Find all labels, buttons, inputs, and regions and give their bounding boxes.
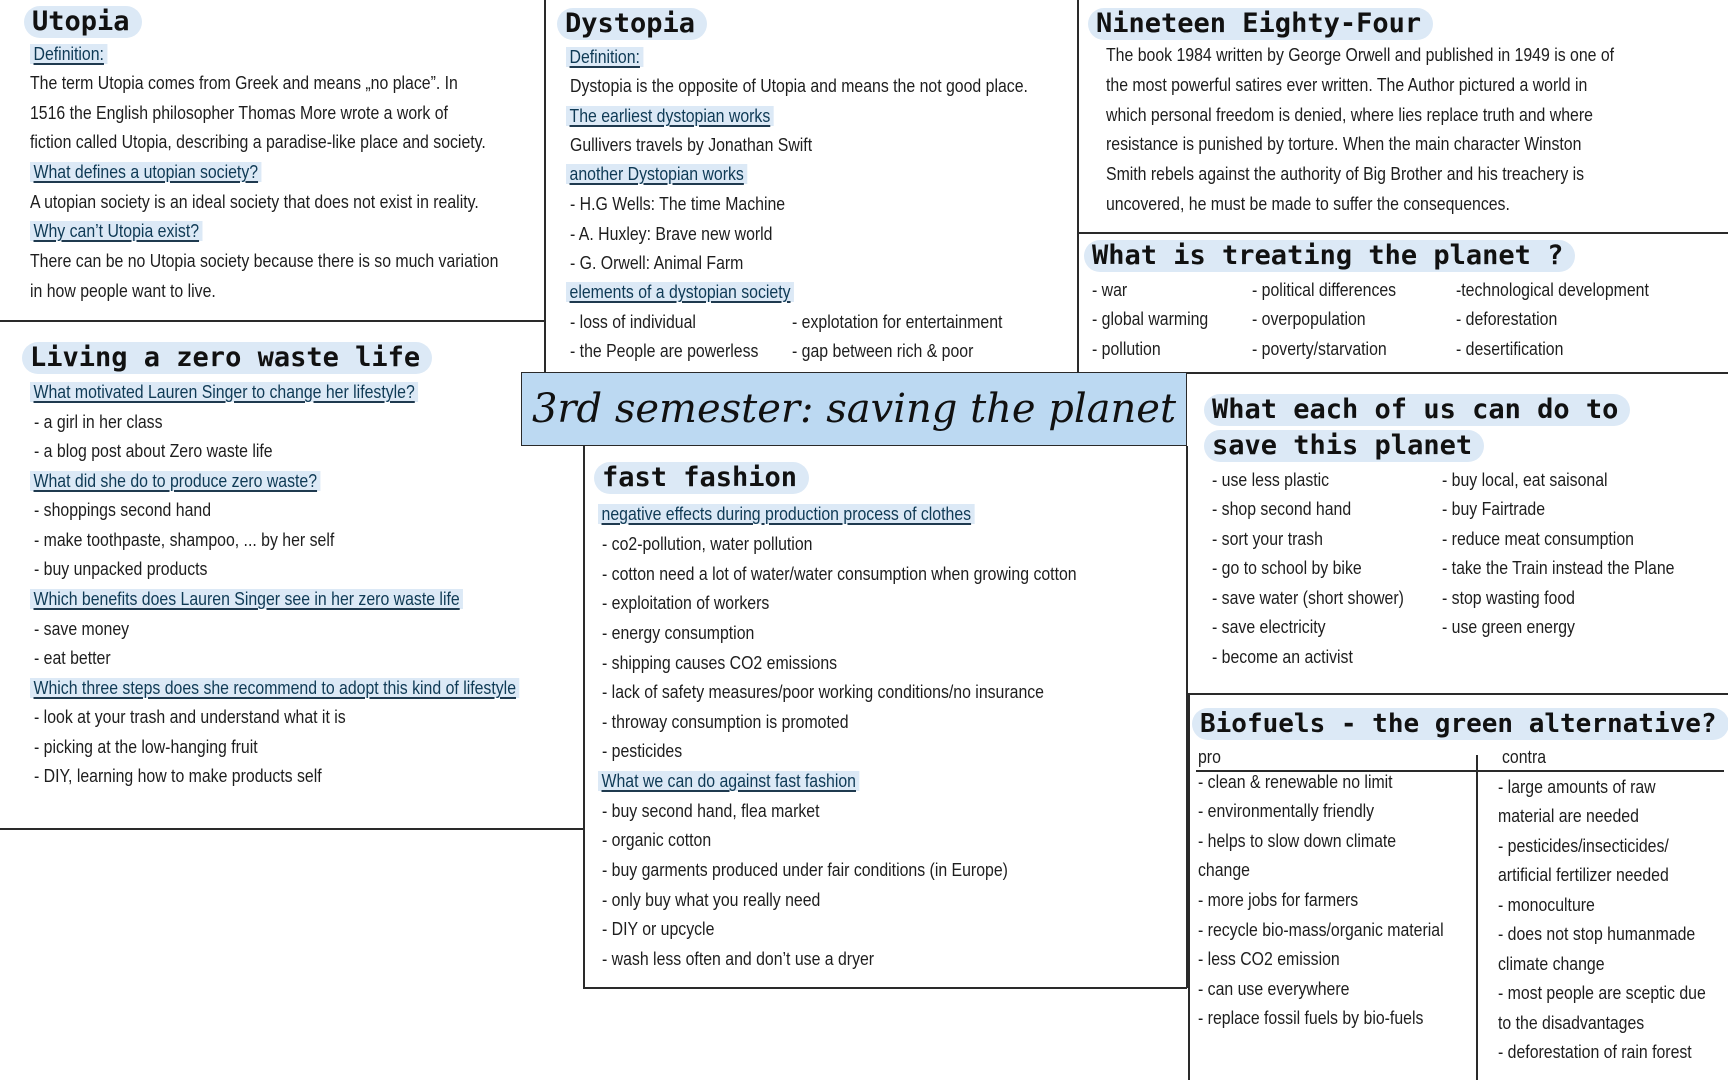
zero-waste-title: Living a zero waste life (22, 342, 432, 374)
biofuels-pro-item: - less CO2 emission (1198, 949, 1340, 969)
utopia-answer: A utopian society is an ideal society that does not exist in reality. (30, 192, 479, 212)
threat-item: - political differences (1252, 280, 1397, 300)
zero-waste-answer: - a girl in her class (34, 412, 163, 432)
zero-waste-answer: - look at your trash and understand what it is (34, 707, 346, 727)
dystopia-heading (566, 104, 774, 128)
divider (0, 828, 583, 830)
action-item: - buy Fairtrade (1442, 499, 1546, 519)
biofuels-pro-item: - helps to slow down climate (1198, 831, 1397, 851)
heading-highlight: Definition: (30, 44, 107, 64)
threats-title: What is treating the planet ? (1084, 240, 1575, 272)
zero-waste-question (30, 469, 321, 493)
threat-item: - overpopulation (1252, 309, 1366, 329)
threat-item: - war (1092, 280, 1128, 300)
fast-fashion-effect: - cotton need a lot of water/water consumption when growing cotton (602, 564, 1077, 584)
zero-waste-answer: - a blog post about Zero waste life (34, 441, 273, 461)
dystopia-element: - explotation for entertainment (792, 312, 1003, 332)
dystopia-work: - H.G Wells: The time Machine (570, 194, 786, 214)
biofuels-contra-item: - monoculture (1498, 895, 1595, 915)
zero-waste-answer: - shoppings second hand (34, 500, 212, 520)
nineteen84-line: uncovered, he must be made to suffer the consequences. (1106, 194, 1510, 214)
dystopia-title: Dystopia (557, 8, 707, 40)
action-item: - shop second hand (1212, 499, 1352, 519)
utopia-question (30, 219, 203, 243)
zero-waste-question (30, 380, 418, 404)
biofuels-contra-item: - large amounts of raw (1498, 777, 1656, 797)
biofuels-contra-label: contra (1502, 747, 1547, 767)
heading-highlight: negative effects during production process of clothes (598, 504, 975, 524)
biofuels-contra-item: - most people are sceptic due (1498, 983, 1706, 1003)
dystopia-element: - loss of individual (570, 312, 696, 332)
biofuels-pro-item: change (1198, 860, 1250, 880)
action-item: - become an activist (1212, 647, 1353, 667)
heading-highlight: elements of a dystopian society (566, 282, 794, 302)
page-title-banner (521, 372, 1187, 446)
biofuels-title: Biofuels - the green alternative? (1192, 708, 1728, 740)
fast-fashion-action: - DIY or upcycle (602, 919, 715, 939)
biofuels-pro-item: - replace fossil fuels by bio-fuels (1198, 1008, 1424, 1028)
dystopia-element: - gap between rich & poor (792, 341, 974, 361)
dystopia-element: - the People are powerless (570, 341, 759, 361)
action-item: - use less plastic (1212, 470, 1330, 490)
biofuels-pro-item: - clean & renewable no limit (1198, 772, 1393, 792)
utopia-question (30, 160, 262, 184)
biofuels-contra-item: to the disadvantages (1498, 1013, 1645, 1033)
divider (544, 0, 546, 372)
fast-fashion-effect: - exploitation of workers (602, 593, 770, 613)
zero-waste-answer: - buy unpacked products (34, 559, 208, 579)
heading-highlight: another Dystopian works (566, 164, 747, 184)
fast-fashion-heading (598, 502, 975, 526)
fast-fashion-effect: - shipping causes CO2 emissions (602, 653, 838, 673)
nineteen84-title: Nineteen Eighty-Four (1088, 8, 1433, 40)
fast-fashion-effect: - energy consumption (602, 623, 755, 643)
divider (1188, 693, 1728, 695)
utopia-definition-line: 1516 the English philosopher Thomas More wrote a work of (30, 103, 448, 123)
threat-item: - global warming (1092, 309, 1209, 329)
dystopia-work: - A. Huxley: Brave new world (570, 224, 773, 244)
biofuels-contra-item: climate change (1498, 954, 1605, 974)
dystopia-heading (566, 162, 747, 186)
fast-fashion-effect: - lack of safety measures/poor working conditions/no insurance (602, 682, 1044, 702)
utopia-answer-line: in how people want to live. (30, 281, 216, 301)
heading-highlight: What did she do to produce zero waste? (30, 471, 321, 491)
biofuels-pro-item: - more jobs for farmers (1198, 890, 1359, 910)
zero-waste-answer: - eat better (34, 648, 111, 668)
divider (1476, 755, 1478, 1080)
threat-item: - poverty/starvation (1252, 339, 1387, 359)
divider (1077, 232, 1728, 234)
heading-highlight: What motivated Lauren Singer to change her lifestyle? (30, 382, 418, 402)
action-item: - go to school by bike (1212, 558, 1362, 578)
utopia-definition-line: The term Utopia comes from Greek and means „no place”. In (30, 73, 458, 93)
fast-fashion-action: - wash less often and don’t use a dryer (602, 949, 875, 969)
zero-waste-question (30, 676, 520, 700)
biofuels-pro-item: - environmentally friendly (1198, 801, 1375, 821)
heading-highlight: Which three steps does she recommend to adopt this kind of lifestyle (30, 678, 520, 698)
utopia-title: Utopia (24, 6, 142, 38)
fast-fashion-action: - organic cotton (602, 830, 712, 850)
action-item: - save water (short shower) (1212, 588, 1404, 608)
page-title: 3rd semester: saving the planet (531, 386, 1177, 432)
zero-waste-answer: - picking at the low-hanging fruit (34, 737, 258, 757)
action-item: - sort your trash (1212, 529, 1323, 549)
divider (1077, 0, 1079, 372)
zero-waste-answer: - make toothpaste, shampoo, ... by her self (34, 530, 335, 550)
actions-title-line: save this planet (1204, 430, 1484, 462)
dystopia-definition-label (566, 45, 643, 69)
actions-title-line: What each of us can do to (1204, 394, 1630, 426)
divider (583, 987, 1187, 989)
heading-highlight: What we can do against fast fashion (598, 771, 860, 791)
fast-fashion-effect: - pesticides (602, 741, 683, 761)
action-item: - use green energy (1442, 617, 1575, 637)
biofuels-pro-item: - recycle bio-mass/organic material (1198, 920, 1444, 940)
fast-fashion-heading (598, 769, 860, 793)
divider (1187, 372, 1728, 374)
nineteen84-line: the most powerful satires ever written. The Author pictured a world in (1106, 75, 1588, 95)
fast-fashion-action: - buy second hand, flea market (602, 801, 820, 821)
heading-highlight: What defines a utopian society? (30, 162, 262, 182)
divider (583, 446, 585, 988)
threat-item: -technological development (1456, 280, 1649, 300)
utopia-answer-line: There can be no Utopia society because there is so much variation (30, 251, 499, 271)
nineteen84-line: which personal freedom is denied, where lies replace truth and where (1106, 105, 1593, 125)
heading-highlight: Definition: (566, 47, 643, 67)
fast-fashion-effect: - co2-pollution, water pollution (602, 534, 813, 554)
fast-fashion-effect: - throway consumption is promoted (602, 712, 849, 732)
heading-highlight: Which benefits does Lauren Singer see in her zero waste life (30, 589, 463, 609)
zero-waste-question (30, 587, 463, 611)
biofuels-pro-label: pro (1198, 747, 1221, 767)
heading-highlight: The earliest dystopian works (566, 106, 774, 126)
utopia-definition-label (30, 42, 107, 66)
biofuels-pro-item: - can use everywhere (1198, 979, 1350, 999)
action-item: - buy local, eat saisonal (1442, 470, 1608, 490)
nineteen84-line: resistance is punished by torture. When the main character Winston (1106, 134, 1582, 154)
dystopia-work: - G. Orwell: Animal Farm (570, 253, 744, 273)
dystopia-earliest: Gullivers travels by Jonathan Swift (570, 135, 813, 155)
fast-fashion-action: - buy garments produced under fair conditions (in Europe) (602, 860, 1008, 880)
zero-waste-answer: - save money (34, 619, 130, 639)
threat-item: - desertification (1456, 339, 1564, 359)
utopia-definition-line: fiction called Utopia, describing a paradise-like place and society. (30, 132, 486, 152)
action-item: - save electricity (1212, 617, 1326, 637)
action-item: - reduce meat consumption (1442, 529, 1634, 549)
action-item: - stop wasting food (1442, 588, 1575, 608)
nineteen84-line: The book 1984 written by George Orwell and published in 1949 is one of (1106, 45, 1615, 65)
biofuels-contra-item: - does not stop humanmade (1498, 924, 1696, 944)
fast-fashion-action: - only buy what you really need (602, 890, 821, 910)
fast-fashion-title: fast fashion (594, 462, 809, 494)
heading-highlight: Why can’t Utopia exist? (30, 221, 203, 241)
dystopia-heading (566, 280, 794, 304)
threat-item: - deforestation (1456, 309, 1558, 329)
threat-item: - pollution (1092, 339, 1161, 359)
biofuels-contra-item: - pesticides/insecticides/ (1498, 836, 1669, 856)
divider (0, 320, 544, 322)
divider (1188, 693, 1190, 1080)
zero-waste-answer: - DIY, learning how to make products self (34, 766, 322, 786)
nineteen84-line: Smith rebels against the authority of Big Brother and his treachery is (1106, 164, 1585, 184)
dystopia-definition: Dystopia is the opposite of Utopia and means the not good place. (570, 76, 1028, 96)
biofuels-contra-item: - deforestation of rain forest (1498, 1042, 1692, 1062)
action-item: - take the Train instead the Plane (1442, 558, 1675, 578)
biofuels-contra-item: material are needed (1498, 806, 1639, 826)
biofuels-contra-item: artificial fertilizer needed (1498, 865, 1669, 885)
